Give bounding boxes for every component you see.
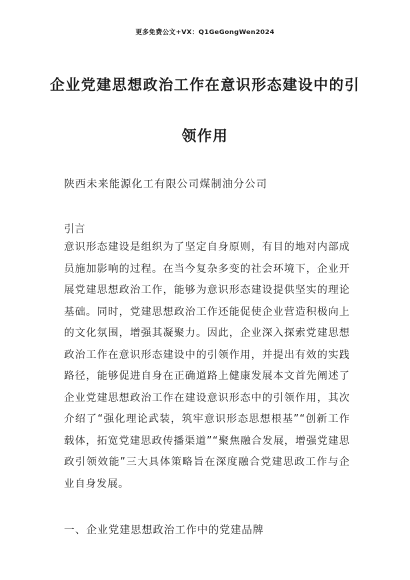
intro-label: 引言 bbox=[64, 223, 85, 235]
section-1-heading: 一、企业党建思想政治工作中的党建品牌 bbox=[64, 524, 264, 536]
company-name: 陕西未来能源化工有限公司煤制油分公司 bbox=[64, 178, 268, 190]
intro-body bbox=[64, 237, 350, 495]
document-title-line-2: 领作用 bbox=[181, 129, 229, 145]
intro-paragraph: 意识形态建设是组织为了坚定自身原则，有目的地对内部成员施加影响的过程。在当今复杂多变的社会环境下，企业开展党建思想政治工作，能够为意识形态建设提供坚实的理论基础。同时，党建思想政治工作还能促使企业营造积极向上的文化氛围，增强其凝聚力。因此，企业深入探索党建思想政治工作在意识形态建设中的引领作用，并提出有效的实践路径，能够促进自身在正确道路上健康发展本文首先阐述了企业党建思想政治工作在建设意识形态中的引领作用，其次介绍了“强化理论武装，筑牢意识形态思想根基”“创新工作载体，拓宽党建思政传播渠道”“聚焦融合发展，增强党建思政引领效能”三大具体策略旨在深度融合党建思政工作与企业自身发展。 bbox=[64, 241, 350, 490]
header-note: 更多免费公文+VX：Q1GeGongWen2024 bbox=[135, 28, 275, 36]
document-title-line-1: 企业党建思想政治工作在意识形态建设中的引 bbox=[50, 78, 360, 94]
